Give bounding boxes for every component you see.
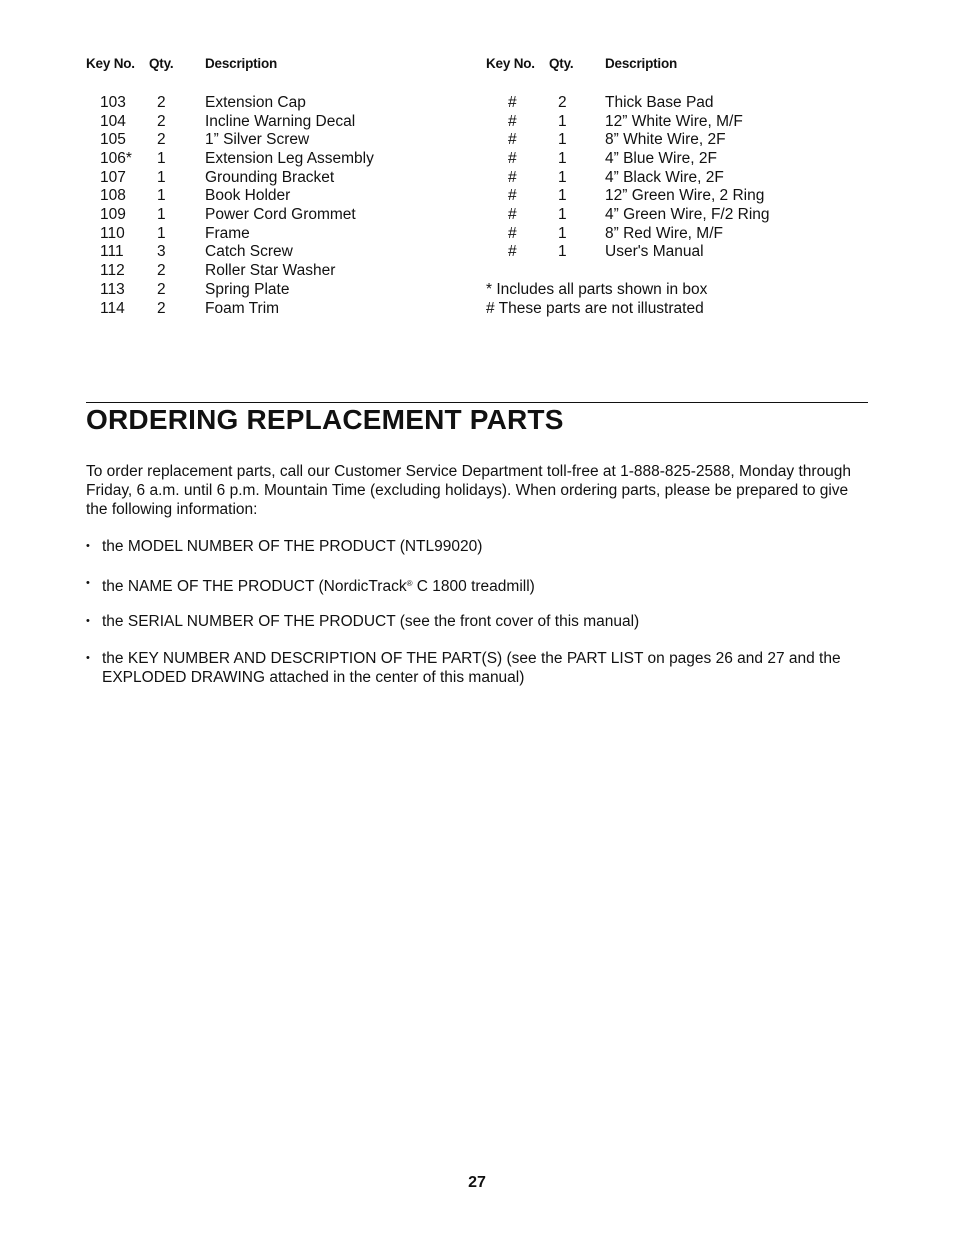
description: Power Cord Grommet [205,206,356,223]
bullet-model-number: the MODEL NUMBER OF THE PRODUCT (NTL99020) [102,538,483,555]
key-no: # [508,243,517,260]
bullet-key-number: the KEY NUMBER AND DESCRIPTION OF THE PART(S) (see the PART LIST on pages 26 and 27 and the EXPLODED DRAWING attached in the center of this manual) [102,650,841,686]
right-header-qty: Qty. [549,56,574,71]
section-divider [86,402,868,403]
key-no: 103 [100,94,126,111]
key-no: # [508,112,517,130]
right-header-key-no: Key No. [486,56,535,71]
registered-mark: ® [406,579,413,588]
key-no: 107 [100,168,126,186]
description: Extension Leg Assembly [205,150,374,167]
qty: 1 [558,150,567,167]
description: Grounding Bracket [205,168,335,186]
description: 8” White Wire, 2F [605,131,726,148]
left-header-qty: Qty. [149,56,174,71]
qty: 1 [558,168,567,186]
description: Book Holder [205,187,291,204]
bullet-icon: • [86,615,90,627]
description: Incline Warning Decal [205,112,356,130]
qty: 2 [157,299,166,317]
list-item [86,537,866,556]
section-title: ORDERING REPLACEMENT PARTS [86,404,564,435]
qty: 1 [558,243,567,260]
description: 12” Green Wire, 2 Ring [605,187,765,204]
key-no: 110 [100,224,125,242]
qty: 2 [157,262,166,279]
right-header-description: Description [605,56,678,71]
qty: 2 [157,94,166,111]
description: 4” Black Wire, 2F [605,168,724,186]
description: Catch Screw [205,243,293,260]
key-no: 106* [100,150,132,167]
description: 8” Red Wire, M/F [605,224,723,242]
qty: 1 [157,150,166,167]
product-name-before: the NAME OF THE PRODUCT (NordicTrack [102,578,407,595]
description: Spring Plate [205,281,290,298]
key-no: # [508,131,517,148]
key-no: 111 [100,243,124,260]
intro-paragraph: To order replacement parts, call our Customer Service Department toll-free at 1-888-825-2588, Monday through Friday, 6 a.m. until 6 p.m. Mountain Time (excluding holidays). When ordering parts, please be prepared to give the following information: [86,463,852,518]
bullet-icon: • [86,577,90,589]
bullet-icon: • [86,652,90,664]
qty: 1 [157,168,166,186]
key-no: 109 [100,206,126,223]
qty: 1 [558,224,567,242]
bullet-serial-number: the SERIAL NUMBER OF THE PRODUCT (see the front cover of this manual) [102,613,640,630]
note-not-illustrated: # These parts are not illustrated [486,299,704,317]
description: 4” Blue Wire, 2F [605,150,717,167]
description: Foam Trim [205,299,280,317]
left-header-description: Description [205,56,278,71]
qty: 3 [157,243,166,260]
description: 12” White Wire, M/F [605,112,743,130]
description: 4” Green Wire, F/2 Ring [605,206,770,223]
qty: 1 [558,131,567,148]
qty: 2 [558,94,567,111]
key-no: # [508,94,517,111]
key-no: 114 [100,299,125,317]
page-number: 27 [468,1174,486,1191]
qty: 2 [157,281,166,298]
key-no: 112 [100,262,125,279]
key-no: 108 [100,187,126,204]
qty: 1 [558,206,567,223]
qty: 2 [157,112,166,130]
key-no: 104 [100,112,126,130]
description: Roller Star Washer [205,262,336,279]
description: Thick Base Pad [605,94,714,111]
description: 1” Silver Screw [205,131,310,148]
key-no: 105 [100,131,126,148]
note-included-in-box: * Includes all parts shown in box [486,281,708,298]
key-no: # [508,187,517,204]
list-item [86,649,866,687]
product-name-after: C 1800 treadmill) [412,578,535,595]
key-no: # [508,150,517,167]
qty: 1 [558,187,567,204]
description: Extension Cap [205,94,306,111]
bullet-icon: • [86,540,90,552]
bullet-product-name [86,574,866,596]
qty: 1 [157,206,166,223]
key-no: # [508,168,517,186]
list-item [86,574,866,596]
left-header-key-no: Key No. [86,56,135,71]
key-no: # [508,206,517,223]
qty: 1 [157,224,166,242]
qty: 2 [157,131,166,148]
description: Frame [205,224,250,242]
key-no: 113 [100,281,125,298]
description: User's Manual [605,243,704,260]
qty: 1 [157,187,166,204]
key-no: # [508,224,517,242]
list-item [86,612,866,631]
qty: 1 [558,112,567,130]
